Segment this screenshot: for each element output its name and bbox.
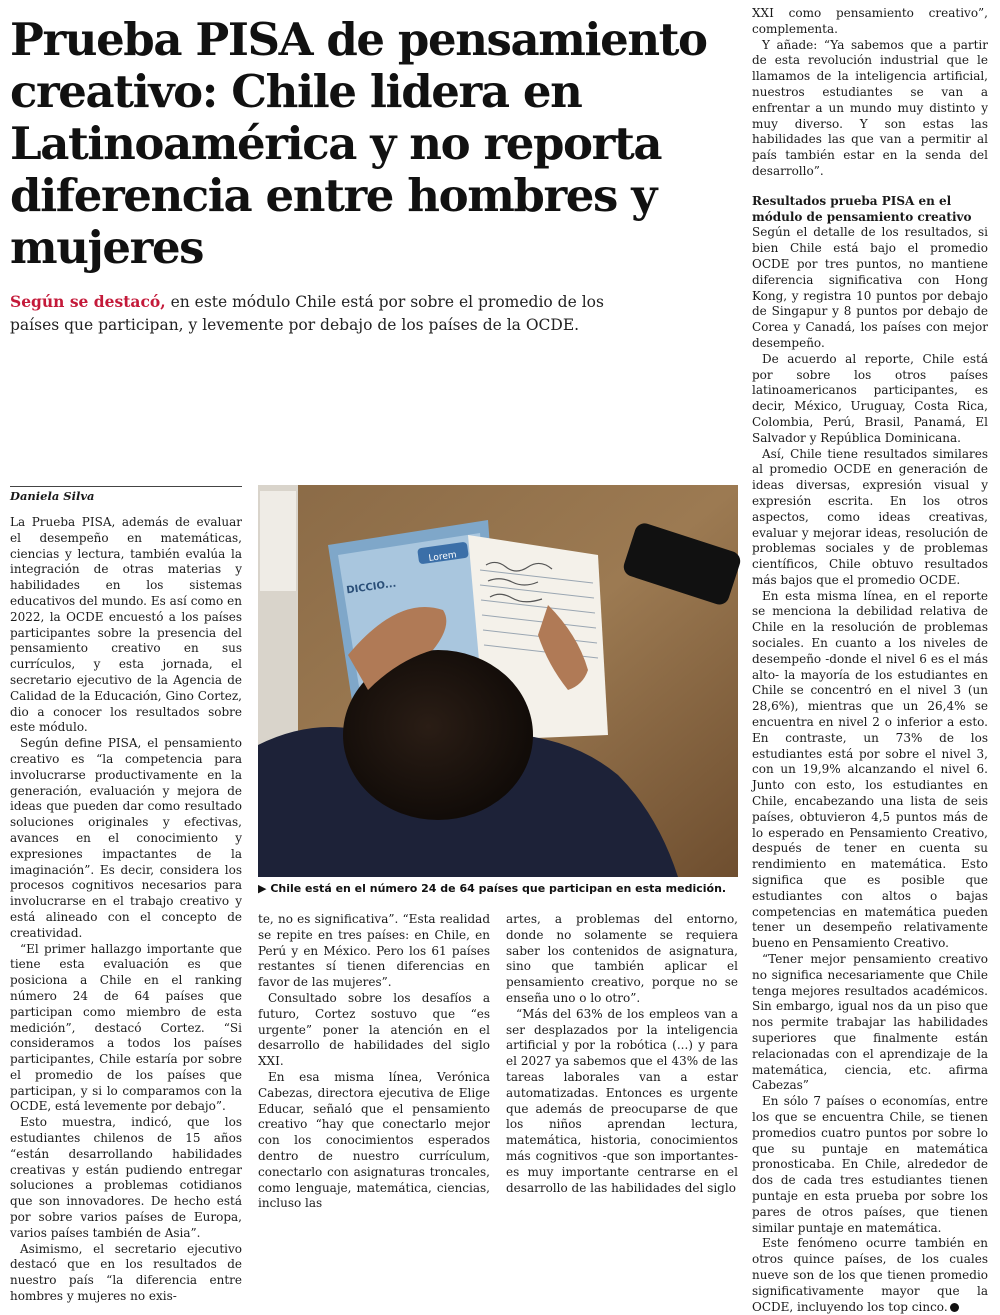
paragraph: XXI como pensamiento creativo”, complementa. xyxy=(752,6,988,36)
paragraph: Consultado sobre los desafíos a futuro, Cortez sostuvo que “es urgente” poner la atención en el desarrollo de habilidades del siglo XXI. xyxy=(258,990,490,1069)
paragraph: En esta misma línea, en el reporte se menciona la debilidad relativa de Chile en la resolución de problemas sociales. En cuanto a los niveles de desempeño -donde el nivel 6 es el más alto- la mayoría de los estudiantes en Chile se concentró en el nivel 3 (un 28,6%), mientras que un 26,4% se encuentra en nivel 2 o inferior a esto. En contraste, un 73% de los estudiantes está por sobre el nivel 3, con un 19,9% alcanzando el nivel 6. Junto con esto, los estudiantes en Chile, encabezando una lista de seis países, obtuvieron 4,5 puntos más de lo esperado en Pensamiento Creativo, después de tener en cuenta su rendimiento en matemática. Esto significa que es posible que estudiantes con altos o bajas competencias en matemática pueden tener un desempeño relativamente bueno en Pensamiento Creativo. xyxy=(752,588,988,951)
article-column-2 xyxy=(258,912,490,1211)
subhead xyxy=(10,290,630,337)
paragraph: “Más del 63% de los empleos van a ser desplazados por la inteligencia artificial y por la robótica (...) y para el 2027 ya sabemos que el 43% de las tareas laborales van a estar automatizadas. Entonces es urgente que además de preocuparse de que los niños aprendan lectura, matemática, historia, conocimientos más cognitivos -que son importantes- es muy importante centrarse en el desarrollo de las habilidades del siglo xyxy=(506,1006,738,1195)
paragraph: Asimismo, el secretario ejecutivo destacó que en los resultados de nuestro país “la diferencia entre hombres y mujeres no exis- xyxy=(10,1241,242,1304)
article-photo xyxy=(258,485,738,877)
paragraph: La Prueba PISA, además de evaluar el desempeño en matemáticas, ciencias y lectura, también evalúa la integración de otras materias y habilidades en los sistemas educativos del mundo. Es así como en 2022, la OCDE encuestó a los países participantes sobre la presencia del pensamiento creativo en sus currículos, y esta jornada, el secretario ejecutivo de la Agencia de Calidad de la Educación, Gino Cortez, dio a conocer los resultados sobre este módulo. xyxy=(10,515,242,735)
paragraph: Así, Chile tiene resultados similares al promedio OCDE en generación de ideas diversas, expresión visual y expresión escrita. En los otros aspectos, como ideas creativas, evaluar y mejorar ideas, resolución de problemas sociales y de problemas científicos, Chile obtuvo resultados más bajos que el promedio OCDE. xyxy=(752,446,988,587)
article-column-3 xyxy=(506,912,738,1195)
paragraph: Esto muestra, indicó, que los estudiantes chilenos de 15 años “están desarrollando habilidades creativas y están pudiendo entregar soluciones a problemas cotidianos que son innovadores. De hecho está por sobre varios países de Europa, varios países también de Asia”. xyxy=(10,1115,242,1240)
photo-caption xyxy=(258,881,738,896)
paragraph: “El primer hallazgo importante que tiene esta evaluación es que posiciona a Chile en el ranking número 24 de 64 países que participan como miembro de esta medición”, destacó Cortez. “Si consideramos a todos los países participantes, Chile estaría por sobre el promedio de los países que participan, y si lo comparamos con la OCDE, está levemente por debajo”. xyxy=(10,941,242,1114)
paragraph: artes, a problemas del entorno, donde no solamente se requiera saber los contenidos de asignatura, sino que también aplicar el pensamiento creativo, porque no se enseña uno o lo otro”. xyxy=(506,912,738,1005)
book-cover-text: Lorem xyxy=(428,550,458,564)
paragraph: “Tener mejor pensamiento creativo no significa necesariamente que Chile tenga mejores resultados académicos. Sin embargo, igual nos da un piso que nos permite trabajar las habilidades superiores que finalmente están relacionadas con el aprendizaje de la matemática, ciencia, etc. afirma Cabezas” xyxy=(752,952,988,1093)
paragraph: De acuerdo al reporte, Chile está por sobre los otros países latinoamericanos participantes, es decir, México, Uruguay, Costa Rica, Colombia, Perú, Brasil, Panamá, El Salvador y República Dominicana. xyxy=(752,351,988,445)
caption-marker-icon: ▶ xyxy=(258,882,267,895)
paragraph: Según el detalle de los resultados, si bien Chile está bajo el promedio OCDE por tres puntos, no mantiene diferencia significativa con Hong Kong, y registra 10 puntos por debajo de Singapur y 8 puntos por debajo de Corea y Canadá, los países con mejor desempeño. xyxy=(752,225,988,350)
end-mark-icon xyxy=(950,1303,959,1312)
subhead-text: en este módulo Chile está por sobre el promedio de los países que participan, y levemente por debajo de los países de la OCDE. xyxy=(10,293,604,334)
article-column-1 xyxy=(10,515,242,1304)
caption-text: Chile está en el número 24 de 64 países que participan en esta medición. xyxy=(270,882,727,895)
headline: Prueba PISA de pensamiento creativo: Chile lidera en Latinoamérica y no reporta diferencia entre hombres y mujeres xyxy=(10,13,707,274)
paragraph xyxy=(752,1236,988,1315)
book-label: DICCIO... xyxy=(345,578,397,597)
paragraph: En esa misma línea, Verónica Cabezas, directora ejecutiva de Elige Educar, señaló que el pensamiento creativo “hay que conectarlo mejor con los conocimientos esperados dentro de nuestro currículum, conectarlo con asignaturas troncales, como lenguaje, matemática, ciencias, incluso las xyxy=(258,1069,490,1211)
paragraph: Según define PISA, el pensamiento creativo es “la competencia para involucrarse productivamente en la generación, evaluación y mejora de ideas que pueden dar como resultado soluciones originales y efectivas, avances en el conocimiento y expresiones impactantes de la imaginación”. Es decir, considera los procesos cognitivos necesarios para involucrarse en el trabajo creativo y está alineado con el concepto de creatividad. xyxy=(10,736,242,940)
paragraph-text: Este fenómeno ocurre también en otros quince países, de los cuales nueve son de los que tienen promedio significativamente mayor que la OCDE, incluyendo los top cinco. xyxy=(752,1236,988,1314)
paragraph: En sólo 7 países o economías, entre los que se encuentra Chile, se tienen promedios cuatro puntos por sobre lo que su puntaje en matemática pronosticaba. En Chile, alrededor de dos de cada tres estudiantes tienen puntaje en esta prueba por sobre los pares de otros países, que tienen similar puntaje en matemática. xyxy=(752,1094,988,1235)
byline: Daniela Silva xyxy=(10,486,242,503)
paragraph: Y añade: “Ya sabemos que a partir de esta revolución industrial que le llamamos de la inteligencia artificial, nuestros estudiantes se van a enfrentar a un mundo muy distinto y muy diverso. Y son estas las habilidades las que van a permitir al país también estar en la senda del desarrollo”. xyxy=(752,37,988,178)
section-heading: Resultados prueba PISA en el módulo de pensamiento creativo xyxy=(752,193,972,224)
subhead-lead: Según se destacó, xyxy=(10,292,166,311)
paragraph: te, no es significativa”. “Esta realidad se repite en tres países: en Chile, en Perú y en México. Pero los 61 países restantes sí tienen diferencias en favor de las mujeres”. xyxy=(258,912,490,990)
article-column-4 xyxy=(752,6,988,1314)
